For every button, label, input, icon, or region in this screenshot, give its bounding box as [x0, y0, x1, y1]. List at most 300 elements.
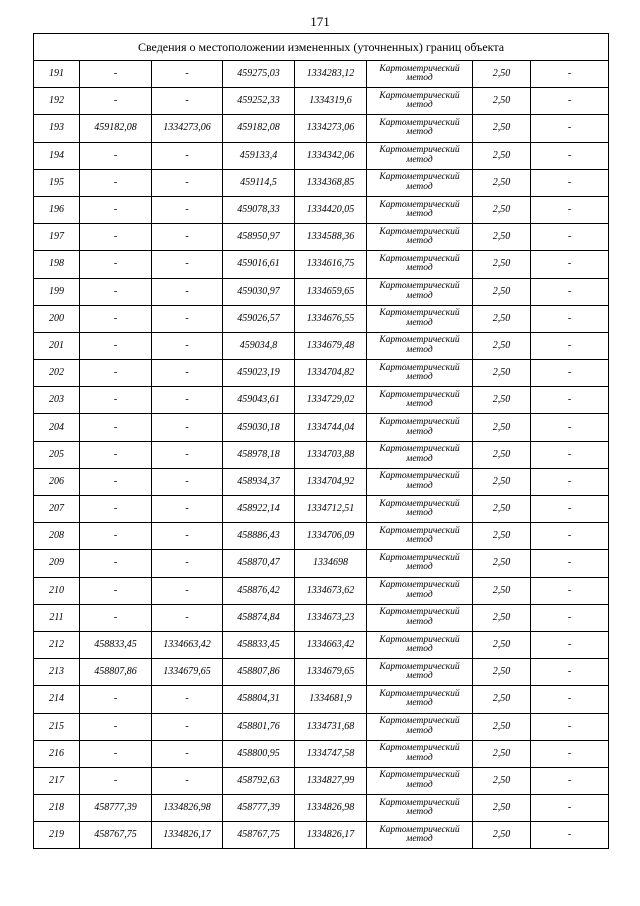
table-row — [34, 795, 609, 822]
point-number-cell: 194 — [34, 142, 80, 169]
new-y-cell: 1334698 — [295, 550, 367, 577]
existing-y-cell: - — [152, 713, 223, 740]
existing-y-cell: - — [152, 142, 223, 169]
table-row — [34, 767, 609, 794]
method-line-2: метод — [406, 616, 433, 627]
accuracy-cell: 2,50 — [473, 88, 531, 115]
accuracy-cell: 2,50 — [473, 822, 531, 849]
point-number-cell: 213 — [34, 659, 80, 686]
point-number-cell: 210 — [34, 577, 80, 604]
description-cell: - — [531, 224, 609, 251]
method-line-2: метод — [406, 589, 433, 600]
table-row — [34, 88, 609, 115]
table-row — [34, 414, 609, 441]
new-y-cell: 1334673,62 — [295, 577, 367, 604]
existing-y-cell: - — [152, 305, 223, 332]
new-y-cell: 1334673,23 — [295, 604, 367, 631]
existing-x-cell: - — [80, 468, 152, 495]
method-line-2: метод — [406, 290, 433, 301]
accuracy-cell: 2,50 — [473, 224, 531, 251]
method-line-2: метод — [406, 725, 433, 736]
description-cell: - — [531, 414, 609, 441]
existing-y-cell: - — [152, 686, 223, 713]
description-cell: - — [531, 196, 609, 223]
new-y-cell: 1334588,36 — [295, 224, 367, 251]
description-cell: - — [531, 278, 609, 305]
method-line-2: метод — [406, 453, 433, 464]
method-line-2: метод — [406, 779, 433, 790]
existing-y-cell: - — [152, 196, 223, 223]
new-x-cell: 458792,63 — [223, 767, 295, 794]
accuracy-cell: 2,50 — [473, 767, 531, 794]
existing-x-cell: - — [80, 88, 152, 115]
existing-x-cell: - — [80, 61, 152, 88]
accuracy-cell: 2,50 — [473, 713, 531, 740]
table-row — [34, 251, 609, 278]
existing-y-cell: - — [152, 550, 223, 577]
table-row — [34, 577, 609, 604]
existing-y-cell: - — [152, 523, 223, 550]
method-line-2: метод — [406, 644, 433, 655]
point-number-cell: 219 — [34, 822, 80, 849]
method-line-1: Картометрический — [379, 253, 460, 264]
point-number-cell: 216 — [34, 740, 80, 767]
method-line-1: Картометрический — [379, 90, 460, 101]
method-line-1: Картометрический — [379, 199, 460, 210]
existing-y-cell: - — [152, 414, 223, 441]
new-y-cell: 1334744,04 — [295, 414, 367, 441]
description-cell: - — [531, 686, 609, 713]
description-cell: - — [531, 795, 609, 822]
existing-y-cell: - — [152, 577, 223, 604]
method-cell — [367, 523, 473, 550]
description-cell: - — [531, 305, 609, 332]
description-cell: - — [531, 61, 609, 88]
table-row — [34, 740, 609, 767]
method-cell — [367, 278, 473, 305]
new-x-cell: 459034,8 — [223, 332, 295, 359]
method-cell — [367, 387, 473, 414]
method-line-2: метод — [406, 372, 433, 383]
new-x-cell: 458934,37 — [223, 468, 295, 495]
method-cell — [367, 767, 473, 794]
accuracy-cell: 2,50 — [473, 196, 531, 223]
new-y-cell: 1334283,12 — [295, 61, 367, 88]
accuracy-cell: 2,50 — [473, 305, 531, 332]
existing-x-cell: - — [80, 767, 152, 794]
new-y-cell: 1334712,51 — [295, 496, 367, 523]
method-cell — [367, 441, 473, 468]
existing-y-cell: - — [152, 251, 223, 278]
accuracy-cell: 2,50 — [473, 61, 531, 88]
method-cell — [367, 604, 473, 631]
existing-y-cell: 1334679,65 — [152, 659, 223, 686]
method-line-1: Картометрический — [379, 117, 460, 128]
method-line-2: метод — [406, 807, 433, 818]
method-line-2: метод — [406, 834, 433, 845]
point-number-cell: 208 — [34, 523, 80, 550]
accuracy-cell: 2,50 — [473, 740, 531, 767]
existing-x-cell: - — [80, 387, 152, 414]
existing-x-cell: - — [80, 713, 152, 740]
point-number-cell: 212 — [34, 631, 80, 658]
method-cell — [367, 496, 473, 523]
point-number-cell: 192 — [34, 88, 80, 115]
method-line-1: Картометрический — [379, 226, 460, 237]
method-line-1: Картометрический — [379, 471, 460, 482]
new-y-cell: 1334747,58 — [295, 740, 367, 767]
accuracy-cell: 2,50 — [473, 387, 531, 414]
existing-y-cell: 1334663,42 — [152, 631, 223, 658]
new-x-cell: 459026,57 — [223, 305, 295, 332]
existing-y-cell: - — [152, 332, 223, 359]
method-cell — [367, 631, 473, 658]
point-number-cell: 207 — [34, 496, 80, 523]
method-line-1: Картометрический — [379, 824, 460, 835]
new-y-cell: 1334659,65 — [295, 278, 367, 305]
method-line-1: Картометрический — [379, 63, 460, 74]
method-line-2: метод — [406, 73, 433, 84]
description-cell: - — [531, 604, 609, 631]
description-cell: - — [531, 713, 609, 740]
method-cell — [367, 196, 473, 223]
method-line-1: Картометрический — [379, 580, 460, 591]
new-x-cell: 458804,31 — [223, 686, 295, 713]
existing-x-cell: - — [80, 441, 152, 468]
new-x-cell: 458978,18 — [223, 441, 295, 468]
existing-y-cell: 1334826,98 — [152, 795, 223, 822]
new-y-cell: 1334704,82 — [295, 360, 367, 387]
table-row — [34, 604, 609, 631]
new-y-cell: 1334826,98 — [295, 795, 367, 822]
method-line-1: Картометрический — [379, 525, 460, 536]
method-line-2: метод — [406, 263, 433, 274]
description-cell: - — [531, 360, 609, 387]
new-x-cell: 458767,75 — [223, 822, 295, 849]
table-row — [34, 305, 609, 332]
accuracy-cell: 2,50 — [473, 115, 531, 142]
new-x-cell: 458801,76 — [223, 713, 295, 740]
new-y-cell: 1334676,55 — [295, 305, 367, 332]
point-number-cell: 196 — [34, 196, 80, 223]
new-y-cell: 1334731,68 — [295, 713, 367, 740]
method-line-1: Картометрический — [379, 444, 460, 455]
new-x-cell: 459043,61 — [223, 387, 295, 414]
method-cell — [367, 88, 473, 115]
method-line-2: метод — [406, 181, 433, 192]
method-line-1: Картометрический — [379, 145, 460, 156]
point-number-cell: 218 — [34, 795, 80, 822]
point-number-cell: 202 — [34, 360, 80, 387]
table-row — [34, 631, 609, 658]
existing-x-cell: - — [80, 577, 152, 604]
method-cell — [367, 468, 473, 495]
method-cell — [367, 577, 473, 604]
boundary-coordinates-table — [33, 33, 609, 849]
method-line-2: метод — [406, 399, 433, 410]
description-cell: - — [531, 441, 609, 468]
point-number-cell: 217 — [34, 767, 80, 794]
point-number-cell: 195 — [34, 169, 80, 196]
accuracy-cell: 2,50 — [473, 142, 531, 169]
point-number-cell: 211 — [34, 604, 80, 631]
description-cell: - — [531, 332, 609, 359]
existing-x-cell: - — [80, 740, 152, 767]
new-y-cell: 1334826,17 — [295, 822, 367, 849]
method-line-2: метод — [406, 535, 433, 546]
existing-x-cell: - — [80, 142, 152, 169]
table-row — [34, 61, 609, 88]
point-number-cell: 191 — [34, 61, 80, 88]
table-row — [34, 550, 609, 577]
table-row — [34, 822, 609, 849]
existing-y-cell: - — [152, 441, 223, 468]
new-x-cell: 459023,19 — [223, 360, 295, 387]
point-number-cell: 214 — [34, 686, 80, 713]
description-cell: - — [531, 550, 609, 577]
method-line-2: метод — [406, 671, 433, 682]
method-cell — [367, 332, 473, 359]
accuracy-cell: 2,50 — [473, 169, 531, 196]
new-y-cell: 1334420,05 — [295, 196, 367, 223]
method-cell — [367, 659, 473, 686]
existing-x-cell: - — [80, 550, 152, 577]
new-x-cell: 458870,47 — [223, 550, 295, 577]
method-line-1: Картометрический — [379, 552, 460, 563]
method-cell — [367, 224, 473, 251]
table-row — [34, 468, 609, 495]
table-row — [34, 686, 609, 713]
method-cell — [367, 142, 473, 169]
new-x-cell: 459114,5 — [223, 169, 295, 196]
method-line-1: Картометрический — [379, 716, 460, 727]
point-number-cell: 209 — [34, 550, 80, 577]
new-x-cell: 459182,08 — [223, 115, 295, 142]
existing-y-cell: - — [152, 360, 223, 387]
table-row — [34, 224, 609, 251]
method-cell — [367, 115, 473, 142]
method-line-2: метод — [406, 154, 433, 165]
method-line-2: метод — [406, 698, 433, 709]
existing-y-cell: - — [152, 61, 223, 88]
existing-x-cell: - — [80, 278, 152, 305]
existing-x-cell: - — [80, 224, 152, 251]
accuracy-cell: 2,50 — [473, 523, 531, 550]
table-row — [34, 142, 609, 169]
new-x-cell: 458807,86 — [223, 659, 295, 686]
description-cell: - — [531, 142, 609, 169]
existing-x-cell: 458777,39 — [80, 795, 152, 822]
new-x-cell: 458922,14 — [223, 496, 295, 523]
existing-y-cell: - — [152, 496, 223, 523]
new-y-cell: 1334342,06 — [295, 142, 367, 169]
method-line-2: метод — [406, 209, 433, 220]
new-x-cell: 459030,97 — [223, 278, 295, 305]
accuracy-cell: 2,50 — [473, 468, 531, 495]
description-cell: - — [531, 822, 609, 849]
point-number-cell: 198 — [34, 251, 80, 278]
method-cell — [367, 550, 473, 577]
existing-y-cell: 1334826,17 — [152, 822, 223, 849]
method-line-2: метод — [406, 508, 433, 519]
method-line-2: метод — [406, 752, 433, 763]
new-y-cell: 1334827,99 — [295, 767, 367, 794]
accuracy-cell: 2,50 — [473, 631, 531, 658]
point-number-cell: 199 — [34, 278, 80, 305]
method-line-1: Картометрический — [379, 417, 460, 428]
method-line-1: Картометрический — [379, 172, 460, 183]
method-cell — [367, 740, 473, 767]
point-number-cell: 215 — [34, 713, 80, 740]
table-row — [34, 713, 609, 740]
new-y-cell: 1334273,06 — [295, 115, 367, 142]
existing-y-cell: - — [152, 278, 223, 305]
method-line-1: Картометрический — [379, 308, 460, 319]
existing-x-cell: - — [80, 686, 152, 713]
existing-y-cell: - — [152, 88, 223, 115]
existing-x-cell: 458807,86 — [80, 659, 152, 686]
existing-x-cell: - — [80, 414, 152, 441]
table-row — [34, 360, 609, 387]
description-cell: - — [531, 767, 609, 794]
method-line-1: Картометрический — [379, 743, 460, 754]
description-cell: - — [531, 631, 609, 658]
table-row — [34, 196, 609, 223]
description-cell: - — [531, 88, 609, 115]
description-cell: - — [531, 468, 609, 495]
new-y-cell: 1334681,9 — [295, 686, 367, 713]
method-line-1: Картометрический — [379, 770, 460, 781]
new-y-cell: 1334729,02 — [295, 387, 367, 414]
point-number-cell: 203 — [34, 387, 80, 414]
description-cell: - — [531, 659, 609, 686]
table-header: Сведения о местоположении измененных (уточненных) границ объекта — [34, 34, 609, 61]
existing-y-cell: - — [152, 224, 223, 251]
method-line-2: метод — [406, 127, 433, 138]
accuracy-cell: 2,50 — [473, 360, 531, 387]
new-y-cell: 1334703,88 — [295, 441, 367, 468]
point-number-cell: 200 — [34, 305, 80, 332]
method-cell — [367, 251, 473, 278]
method-cell — [367, 305, 473, 332]
point-number-cell: 205 — [34, 441, 80, 468]
existing-x-cell: 458833,45 — [80, 631, 152, 658]
new-y-cell: 1334319,6 — [295, 88, 367, 115]
page-number: 171 — [310, 14, 330, 29]
existing-y-cell: 1334273,06 — [152, 115, 223, 142]
description-cell: - — [531, 115, 609, 142]
existing-x-cell: 458767,75 — [80, 822, 152, 849]
method-line-1: Картометрический — [379, 281, 460, 292]
new-y-cell: 1334679,65 — [295, 659, 367, 686]
existing-y-cell: - — [152, 604, 223, 631]
accuracy-cell: 2,50 — [473, 577, 531, 604]
description-cell: - — [531, 577, 609, 604]
accuracy-cell: 2,50 — [473, 686, 531, 713]
method-cell — [367, 686, 473, 713]
method-line-1: Картометрический — [379, 797, 460, 808]
method-line-2: метод — [406, 100, 433, 111]
existing-y-cell: - — [152, 468, 223, 495]
method-line-2: метод — [406, 480, 433, 491]
new-x-cell: 459252,33 — [223, 88, 295, 115]
table-row — [34, 115, 609, 142]
method-line-1: Картометрический — [379, 607, 460, 618]
new-x-cell: 459275,03 — [223, 61, 295, 88]
table-row — [34, 659, 609, 686]
accuracy-cell: 2,50 — [473, 550, 531, 577]
accuracy-cell: 2,50 — [473, 251, 531, 278]
existing-x-cell: - — [80, 251, 152, 278]
table-row — [34, 387, 609, 414]
point-number-cell: 204 — [34, 414, 80, 441]
accuracy-cell: 2,50 — [473, 414, 531, 441]
method-line-2: метод — [406, 426, 433, 437]
new-x-cell: 459078,33 — [223, 196, 295, 223]
method-line-2: метод — [406, 236, 433, 247]
existing-y-cell: - — [152, 740, 223, 767]
method-line-1: Картометрический — [379, 362, 460, 373]
method-line-2: метод — [406, 344, 433, 355]
table-row — [34, 332, 609, 359]
new-x-cell: 459133,4 — [223, 142, 295, 169]
method-line-2: метод — [406, 562, 433, 573]
new-x-cell: 458950,97 — [223, 224, 295, 251]
new-x-cell: 458874,84 — [223, 604, 295, 631]
existing-x-cell: - — [80, 360, 152, 387]
new-y-cell: 1334706,09 — [295, 523, 367, 550]
method-line-1: Картометрический — [379, 335, 460, 346]
method-cell — [367, 414, 473, 441]
point-number-cell: 193 — [34, 115, 80, 142]
point-number-cell: 197 — [34, 224, 80, 251]
existing-x-cell: - — [80, 196, 152, 223]
existing-x-cell: - — [80, 523, 152, 550]
table-body — [34, 61, 609, 849]
method-line-1: Картометрический — [379, 688, 460, 699]
table-header-row — [34, 34, 609, 61]
accuracy-cell: 2,50 — [473, 441, 531, 468]
method-cell — [367, 713, 473, 740]
method-cell — [367, 795, 473, 822]
method-line-2: метод — [406, 317, 433, 328]
new-x-cell: 459016,61 — [223, 251, 295, 278]
method-line-1: Картометрический — [379, 389, 460, 400]
existing-x-cell: - — [80, 305, 152, 332]
table-row — [34, 441, 609, 468]
new-x-cell: 458833,45 — [223, 631, 295, 658]
existing-y-cell: - — [152, 767, 223, 794]
method-line-1: Картометрический — [379, 634, 460, 645]
method-cell — [367, 61, 473, 88]
new-x-cell: 459030,18 — [223, 414, 295, 441]
existing-x-cell: - — [80, 496, 152, 523]
description-cell: - — [531, 251, 609, 278]
accuracy-cell: 2,50 — [473, 278, 531, 305]
existing-x-cell: - — [80, 604, 152, 631]
description-cell: - — [531, 740, 609, 767]
method-line-1: Картометрический — [379, 498, 460, 509]
new-y-cell: 1334368,85 — [295, 169, 367, 196]
new-x-cell: 458800,95 — [223, 740, 295, 767]
new-x-cell: 458777,39 — [223, 795, 295, 822]
method-cell — [367, 822, 473, 849]
accuracy-cell: 2,50 — [473, 659, 531, 686]
description-cell: - — [531, 496, 609, 523]
point-number-cell: 206 — [34, 468, 80, 495]
existing-x-cell: - — [80, 169, 152, 196]
existing-y-cell: - — [152, 169, 223, 196]
